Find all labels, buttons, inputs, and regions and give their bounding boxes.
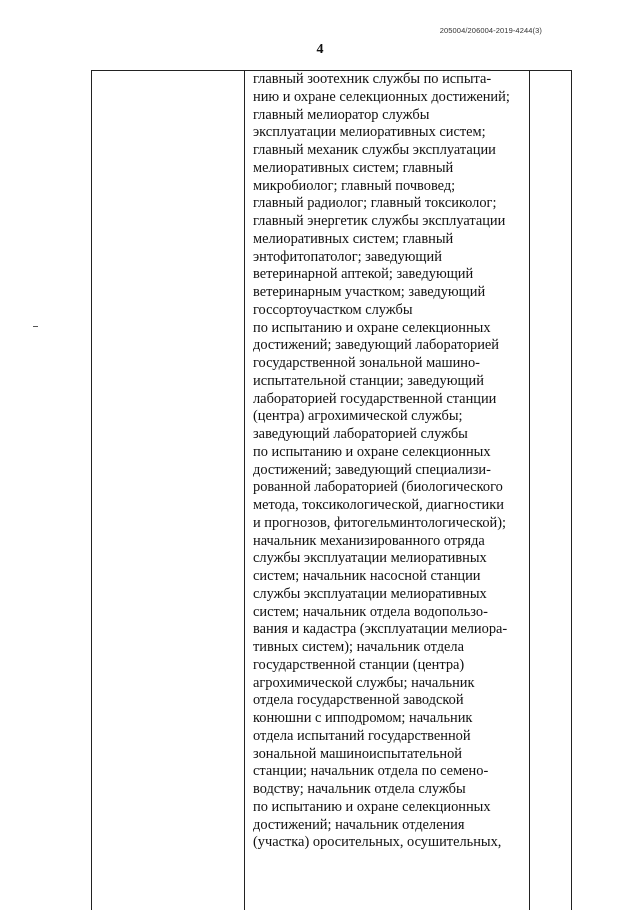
margin-mark xyxy=(33,326,38,327)
text-line: главный энергетик службы эксплуатации xyxy=(253,213,506,229)
text-line: по испытанию и охране селекционных xyxy=(253,443,491,460)
text-line: главный механик службы эксплуатации xyxy=(253,142,496,158)
text-line: начальник механизированного отряда xyxy=(253,532,485,549)
text-line: отдела испытаний государственной xyxy=(253,727,471,744)
text-line: систем; начальник отдела водопользо- xyxy=(253,603,488,620)
text-line: достижений; заведующий лабораторией xyxy=(253,337,499,354)
text-line: мелиоративных систем; главный xyxy=(253,230,454,247)
text-line: систем; начальник насосной станции xyxy=(253,568,481,584)
text-line: рованной лабораторией (биологического xyxy=(253,479,503,496)
text-line: агрохимической службы; начальник xyxy=(253,674,475,691)
text-line: главный мелиоратор службы xyxy=(253,106,430,123)
text-line: службы эксплуатации мелиоративных xyxy=(253,550,487,567)
text-line: (участка) оросительных, осушительных, xyxy=(253,834,502,851)
text-line: зональной машиноиспытательной xyxy=(253,745,462,762)
text-line: заведующий лабораторией службы xyxy=(253,426,468,442)
table-cell-text xyxy=(253,71,529,852)
page-number: 4 xyxy=(316,42,324,57)
text-line: ветеринарной аптекой; заведующий xyxy=(253,266,474,283)
text-line: госсортоучастком службы xyxy=(253,301,413,318)
document-code: 205004/206004-2019-4244(3) xyxy=(439,26,542,35)
text-line: испытательной станции; заведующий xyxy=(253,372,484,389)
column-divider xyxy=(529,71,530,910)
text-line: по испытанию и охране селекционных xyxy=(253,319,491,336)
text-line: достижений; начальник отделения xyxy=(253,816,465,833)
text-line: микробиолог; главный почвовед; xyxy=(253,177,456,194)
text-line: государственной станции (центра) xyxy=(253,656,465,673)
text-line: мелиоративных систем; главный xyxy=(253,159,454,176)
text-line: конюшни с ипподромом; начальник xyxy=(253,710,473,726)
text-line: нию и охране селекционных достижений; xyxy=(253,88,510,105)
text-line: вания и кадастра (эксплуатации мелиора- xyxy=(253,621,508,638)
text-line: главный зоотехник службы по испыта- xyxy=(253,71,492,87)
text-line: эксплуатации мелиоративных систем; xyxy=(253,124,486,141)
text-line: государственной зональной машино- xyxy=(253,355,480,371)
text-line: водству; начальник отдела службы xyxy=(253,781,466,797)
text-line: и прогнозов, фитогельминтологической); xyxy=(253,514,507,531)
text-line: достижений; заведующий специализи- xyxy=(253,461,491,478)
text-line: по испытанию и охране селекционных xyxy=(253,798,491,815)
text-line: энтофитопатолог; заведующий xyxy=(253,248,442,265)
text-line: ветеринарным участком; заведующий xyxy=(253,284,486,300)
text-line: тивных систем); начальник отдела xyxy=(253,639,464,655)
text-line: службы эксплуатации мелиоративных xyxy=(253,585,487,602)
text-line: лабораторией государственной станции xyxy=(253,390,497,407)
text-line: отдела государственной заводской xyxy=(253,692,464,709)
column-divider xyxy=(244,71,245,910)
text-line: метода, токсикологической, диагностики xyxy=(253,497,504,513)
text-line: (центра) агрохимической службы; xyxy=(253,408,463,425)
text-line: главный радиолог; главный токсиколог; xyxy=(253,195,497,212)
text-line: станции; начальник отдела по семено- xyxy=(253,763,489,780)
